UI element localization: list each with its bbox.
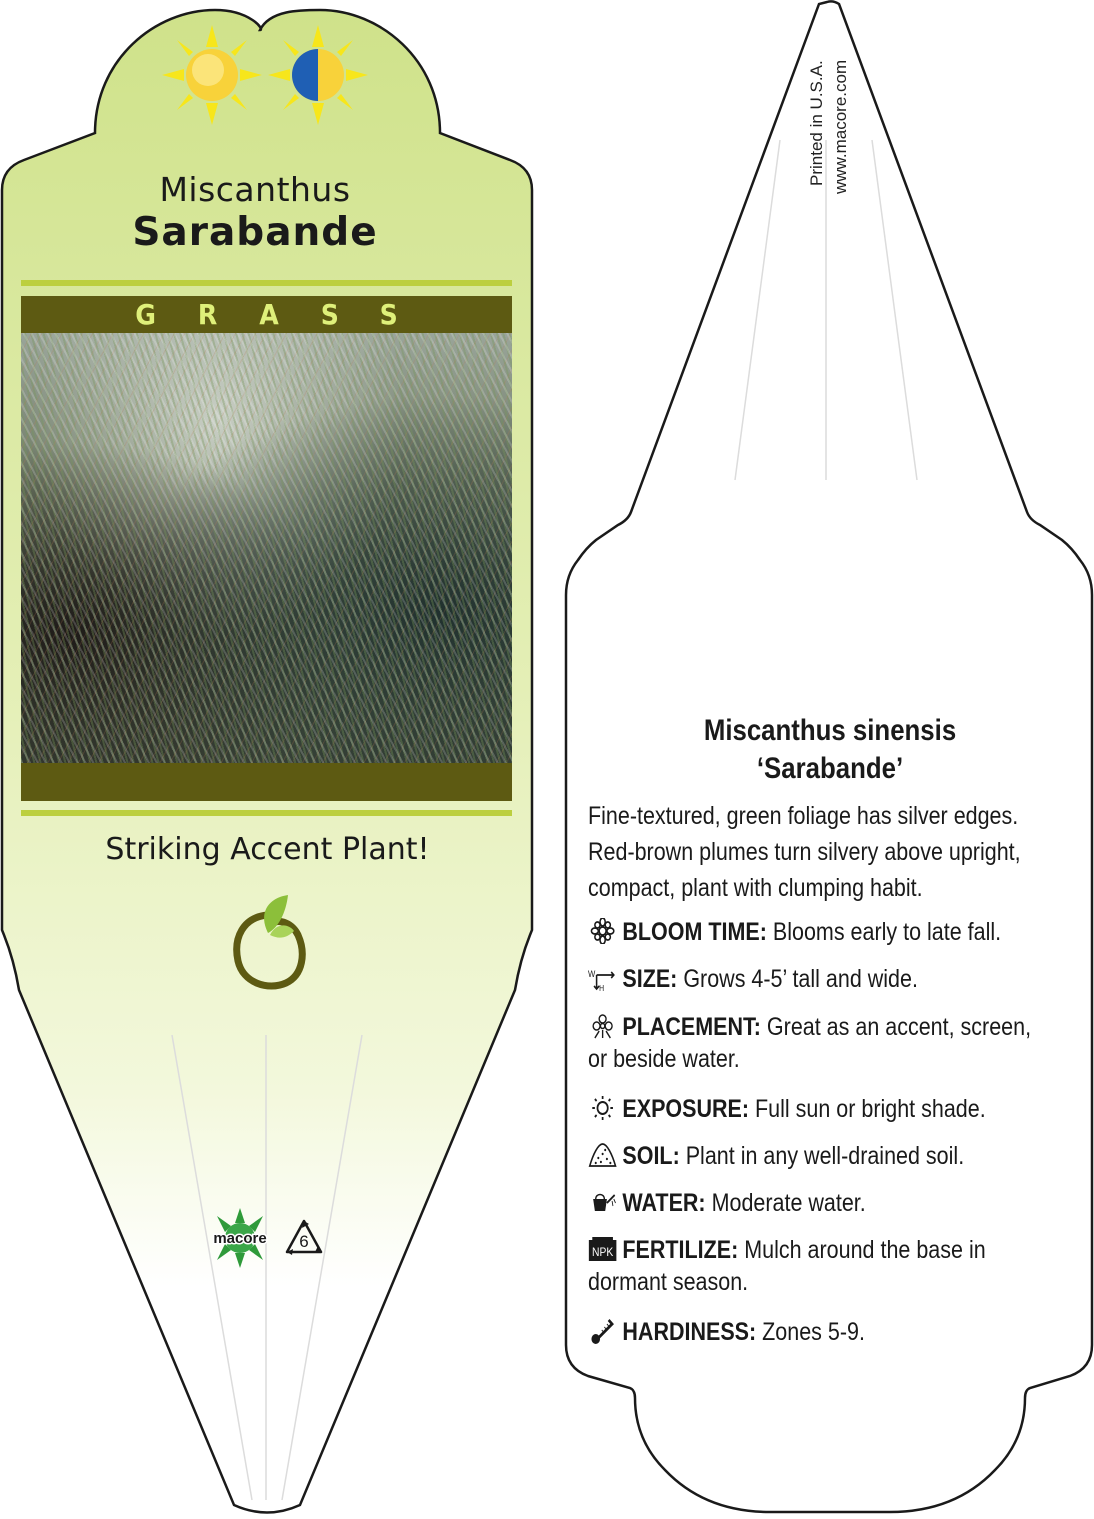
attribute-water — [588, 1187, 1057, 1219]
attribute-placement — [588, 1011, 1035, 1075]
attribute-fertilize — [588, 1234, 1070, 1298]
full-sun-icon — [162, 25, 262, 125]
soil-label: SOIL: — [622, 1142, 680, 1170]
placement-value: Great as an accent, screen, or beside water. — [588, 1013, 1032, 1073]
soil-value: Plant in any well-drained soil. — [685, 1142, 965, 1170]
seedling-logo-icon — [228, 893, 308, 993]
placement-label: PLACEMENT: — [622, 1013, 761, 1041]
thermometer-icon — [588, 1318, 617, 1344]
tagline: Striking Accent Plant! — [105, 832, 430, 867]
attribute-size — [588, 963, 1057, 995]
plant-genus: Miscanthus — [159, 170, 351, 209]
sun-icon — [588, 1095, 617, 1121]
fertilize-label: FERTILIZE: — [622, 1236, 739, 1264]
size-h: H — [599, 983, 605, 991]
macore-logo-icon — [205, 1208, 275, 1268]
botanical-name — [615, 712, 1045, 788]
fertilize-value: Mulch around the base in dormant season. — [588, 1236, 986, 1296]
botanical-line-1: Miscanthus sinensis — [703, 714, 957, 747]
website: www.macore.com — [831, 60, 850, 195]
description: Fine-textured, green foliage has silver edges. Red-brown plumes turn silvery above upright, compact, plant with clumping habit. — [588, 802, 1021, 902]
flower-icon — [588, 918, 617, 944]
npk-text: NPK — [592, 1246, 614, 1260]
printed-in: Printed in U.S.A. — [807, 60, 826, 186]
water-label: WATER: — [622, 1189, 706, 1217]
water-value: Moderate water. — [711, 1189, 866, 1217]
attribute-hardiness — [588, 1316, 1057, 1348]
category-band: GRASS — [21, 296, 512, 333]
hardiness-label: HARDINESS: — [622, 1318, 757, 1346]
exposure-label: EXPOSURE: — [622, 1095, 750, 1123]
botanical-line-2: ‘Sarabande’ — [756, 752, 904, 785]
size-w: W — [588, 968, 596, 980]
attribute-exposure — [588, 1093, 1057, 1125]
plant-photo — [21, 333, 512, 763]
size-label: SIZE: — [622, 965, 678, 993]
bloom-time-label: BLOOM TIME: — [622, 918, 767, 946]
hardiness-value: Zones 5-9. — [762, 1318, 865, 1346]
recycle-icon — [283, 1218, 325, 1258]
plant-cultivar: Sarabande — [132, 210, 378, 255]
soil-icon — [588, 1142, 617, 1168]
size-icon — [588, 965, 617, 991]
part-sun-icon — [268, 25, 368, 125]
size-value: Grows 4-5’ tall and wide. — [683, 965, 918, 993]
recycle-code: 6 — [299, 1232, 309, 1251]
watering-can-icon — [588, 1189, 617, 1215]
brand-name: macore — [213, 1230, 267, 1247]
bloom-time-value: Blooms early to late fall. — [772, 918, 1002, 946]
exposure-value: Full sun or bright shade. — [755, 1095, 986, 1123]
attribute-soil — [588, 1140, 1057, 1172]
placement-icon — [588, 1013, 617, 1039]
attribute-bloom-time — [588, 916, 1057, 948]
npk-icon — [588, 1236, 617, 1262]
photo-bottom-band — [21, 763, 512, 801]
